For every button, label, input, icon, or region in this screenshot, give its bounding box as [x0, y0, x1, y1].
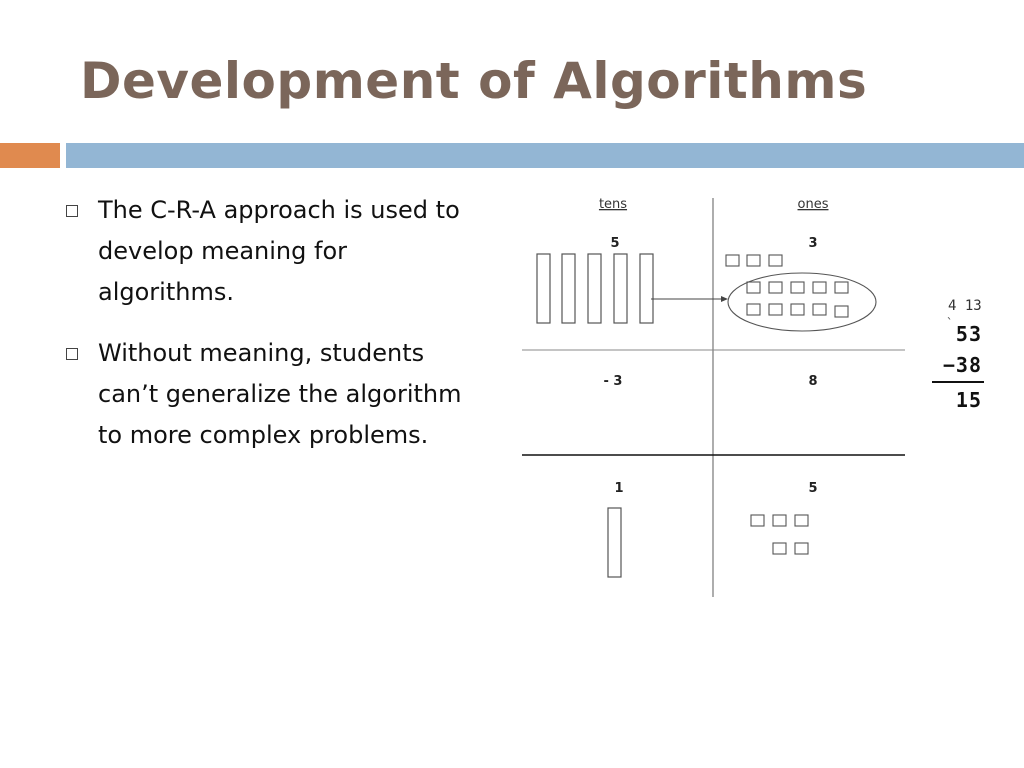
difference: 15 — [955, 388, 982, 412]
ones-cubes-top — [726, 255, 782, 266]
tens-subtract-digit: - 3 — [603, 374, 623, 389]
borrow-tick-icon: ` — [946, 316, 954, 330]
header-bar — [66, 143, 1024, 168]
bullet-list — [60, 190, 490, 476]
ones-header: ones — [797, 197, 829, 212]
ones-subtract-digit: 8 — [808, 374, 818, 389]
bullet-text: Without meaning, students can’t generalize the algorithm to more complex problems. — [98, 339, 462, 449]
ones-top-digit: 3 — [808, 236, 818, 251]
tens-top-digit: 5 — [610, 236, 620, 251]
accent-bar — [0, 143, 60, 168]
minuend: 53 — [955, 322, 982, 346]
square-bullet-icon — [66, 348, 78, 360]
slide-title: Development of Algorithms — [80, 52, 868, 110]
bullet-item — [60, 190, 490, 313]
place-value-diagram — [515, 190, 915, 600]
result-tens-rod — [608, 508, 621, 577]
bullet-item — [60, 333, 490, 456]
regrouped-ones-cubes — [747, 282, 848, 317]
subtrahend: −38 — [942, 353, 982, 377]
result-ones-cubes — [751, 515, 808, 554]
ones-result-digit: 5 — [808, 481, 818, 496]
answer-line — [932, 381, 984, 383]
bullet-text: The C-R-A approach is used to develop meaning for algorithms. — [98, 196, 460, 306]
borrow-marks: 4 13 — [948, 298, 982, 314]
tens-rods — [537, 254, 653, 323]
arrow-head-icon — [721, 296, 728, 302]
tens-header: tens — [598, 197, 628, 212]
tens-result-digit: 1 — [614, 481, 624, 496]
square-bullet-icon — [66, 205, 78, 217]
